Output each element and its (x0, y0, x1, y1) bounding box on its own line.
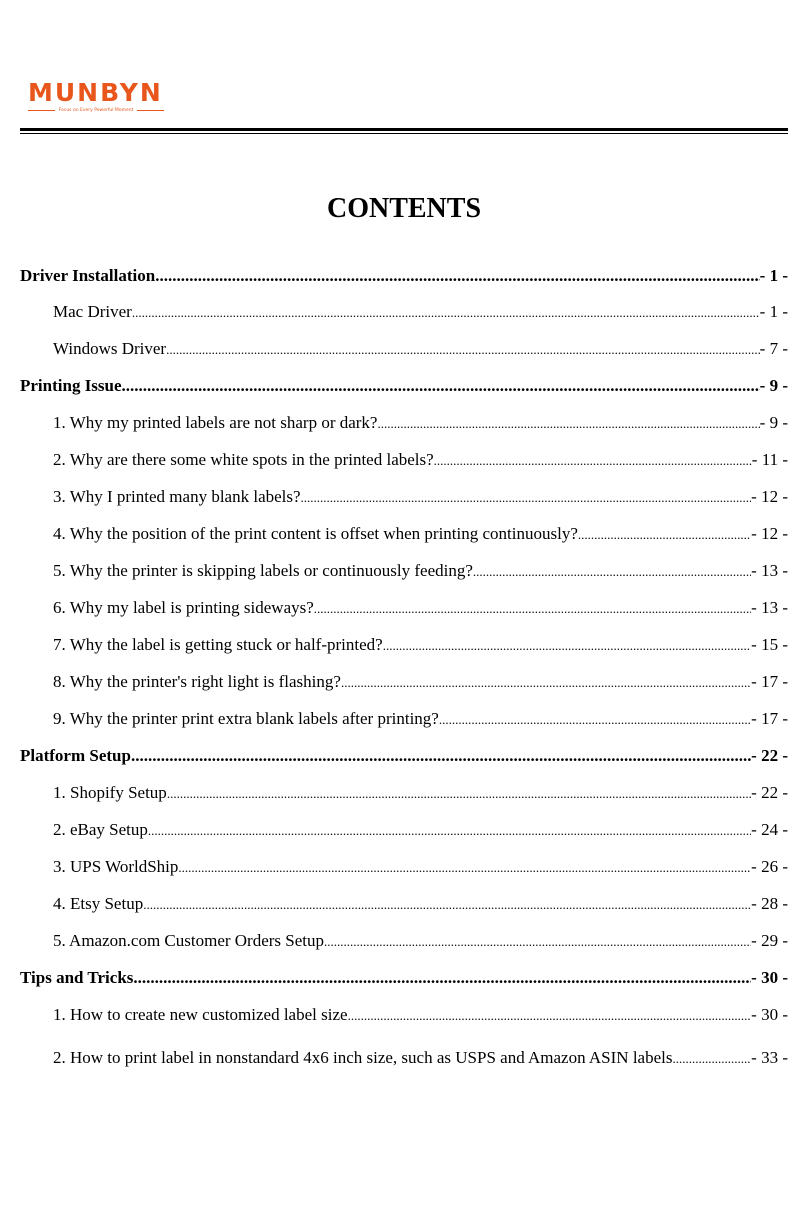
toc-item-not-sharp[interactable] (53, 412, 788, 435)
toc-label: 3. Why I printed many blank labels? (53, 487, 301, 506)
toc-item-blank-labels[interactable] (53, 486, 788, 509)
toc-label: Driver Installation (20, 266, 156, 285)
toc-label: 2. How to print label in nonstandard 4x6 inch size, such as USPS and Amazon ASIN labels (53, 1048, 673, 1067)
toc-section-tips-and-tricks[interactable] (20, 967, 788, 989)
toc-label: 6. Why my label is printing sideways? (53, 598, 314, 617)
toc-page-number: - 24 - (751, 820, 788, 839)
toc-label: 4. Etsy Setup (53, 894, 144, 913)
toc-page-number: - 15 - (751, 635, 788, 654)
toc-leader (131, 745, 751, 767)
toc-item-windows-driver[interactable] (53, 338, 788, 361)
toc-item-print-offset[interactable] (53, 523, 788, 546)
toc-item-ebay-setup[interactable] (53, 819, 788, 842)
toc-page-number: - 22 - (751, 783, 788, 802)
toc-label: 3. UPS WorldShip (53, 857, 179, 876)
toc-leader (377, 412, 759, 435)
toc-leader (122, 375, 760, 397)
toc-label: 2. Why are there some white spots in the printed labels? (53, 450, 434, 469)
toc-page-number: - 30 - (751, 1005, 788, 1024)
toc-item-etsy-setup[interactable] (53, 893, 788, 916)
toc-item-white-spots[interactable] (53, 449, 788, 472)
toc-leader (166, 338, 760, 361)
toc-page-number: - 29 - (751, 931, 788, 950)
toc-page-number: - 7 - (759, 339, 788, 358)
toc-leader (341, 671, 751, 694)
toc-page-number: - 12 - (751, 524, 788, 543)
toc-leader (578, 523, 751, 546)
toc-leader (383, 634, 751, 657)
toc-section-driver-installation[interactable] (20, 265, 788, 287)
toc-item-skipping-labels[interactable] (53, 560, 788, 583)
tagline-dash-left (28, 110, 55, 111)
toc-leader (473, 560, 751, 583)
toc-page-number: - 9 - (759, 413, 788, 432)
toc-item-amazon-setup[interactable] (53, 930, 788, 953)
toc-label: 7. Why the label is getting stuck or half-printed? (53, 635, 383, 654)
toc-label: 2. eBay Setup (53, 820, 148, 839)
toc-leader (314, 597, 751, 620)
toc-page-number: - 1 - (759, 266, 788, 285)
brand-logo (28, 78, 164, 113)
toc-page-number: - 28 - (751, 894, 788, 913)
toc-page-number: - 13 - (751, 561, 788, 580)
toc-label: 5. Why the printer is skipping labels or continuously feeding? (53, 561, 473, 580)
toc-item-nonstandard-size[interactable] (53, 1047, 788, 1070)
toc-label: Platform Setup (20, 746, 131, 765)
page-title: CONTENTS (326, 193, 482, 224)
toc-leader (672, 1047, 751, 1070)
toc-label: 8. Why the printer's right light is flashing? (53, 672, 341, 691)
toc-page-number: - 12 - (751, 487, 788, 506)
toc-label: 4. Why the position of the print content is offset when printing continuously? (53, 524, 578, 543)
toc-leader (348, 1004, 752, 1027)
toc-label: Mac Driver (53, 302, 132, 321)
toc-leader (301, 486, 752, 509)
toc-page-number: - 30 - (751, 968, 788, 987)
toc-item-ups-worldship[interactable] (53, 856, 788, 879)
toc-page-number: - 17 - (751, 709, 788, 728)
toc-label: 5. Amazon.com Customer Orders Setup (53, 931, 325, 950)
toc-label: 1. How to create new customized label size (53, 1005, 348, 1024)
toc-leader (132, 301, 760, 324)
toc-section-platform-setup[interactable] (20, 745, 788, 767)
toc-leader (133, 967, 751, 989)
toc-page-number: - 33 - (751, 1048, 788, 1067)
brand-tagline-row (28, 108, 164, 113)
toc-item-sideways[interactable] (53, 597, 788, 620)
toc-page-number: - 11 - (751, 450, 788, 469)
toc-label: 1. Why my printed labels are not sharp or dark? (53, 413, 378, 432)
toc-label: Windows Driver (53, 339, 167, 358)
toc-leader (439, 708, 751, 731)
toc-leader (167, 782, 751, 805)
toc-leader (143, 893, 751, 916)
toc-page-number: - 22 - (751, 746, 788, 765)
header-rule-thick (20, 128, 788, 131)
toc-item-mac-driver[interactable] (53, 301, 788, 324)
tagline-dash-right (137, 110, 164, 111)
toc-item-custom-label-size[interactable] (53, 1004, 788, 1027)
toc-page-number: - 17 - (751, 672, 788, 691)
toc-leader (155, 265, 759, 287)
toc-page-number: - 9 - (759, 376, 788, 395)
toc-page-number: - 13 - (751, 598, 788, 617)
toc-leader (148, 819, 751, 842)
toc-label: Tips and Tricks (20, 968, 134, 987)
toc-item-right-light-flashing[interactable] (53, 671, 788, 694)
brand-tagline: Focus on Every Powerful Moment (58, 108, 134, 113)
toc-section-printing-issue[interactable] (20, 375, 788, 397)
toc-leader (324, 930, 751, 953)
brand-name: MUNBYN (28, 78, 163, 107)
header-rule-thin (20, 133, 788, 134)
toc-label: 1. Shopify Setup (53, 783, 167, 802)
toc-page-number: - 26 - (751, 857, 788, 876)
toc-leader (434, 449, 752, 472)
toc-item-stuck-half-printed[interactable] (53, 634, 788, 657)
toc-leader (178, 856, 751, 879)
toc-label: 9. Why the printer print extra blank labels after printing? (53, 709, 439, 728)
toc-item-shopify-setup[interactable] (53, 782, 788, 805)
toc-item-extra-blank-labels[interactable] (53, 708, 788, 731)
toc-page-number: - 1 - (759, 302, 788, 321)
toc-label: Printing Issue (20, 376, 122, 395)
